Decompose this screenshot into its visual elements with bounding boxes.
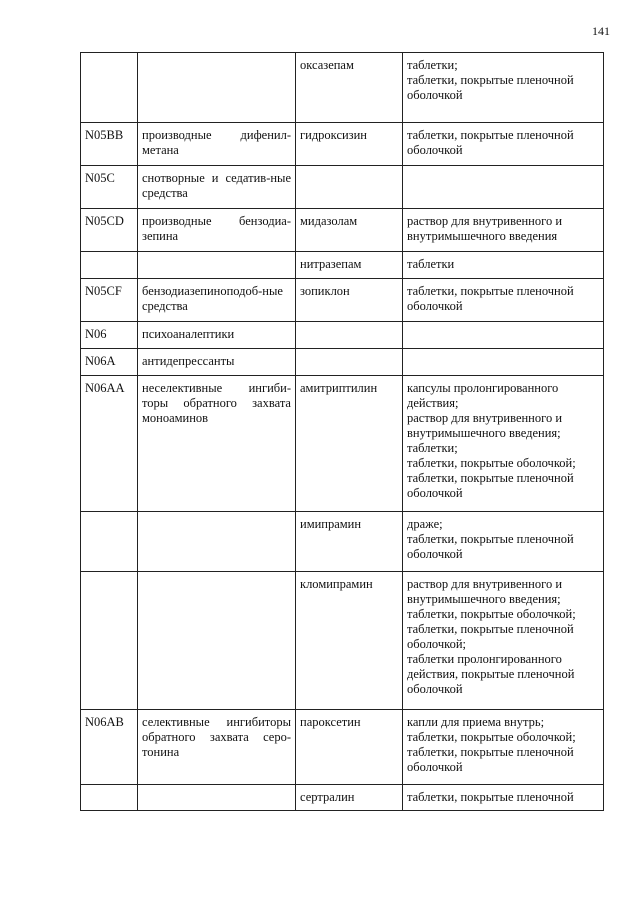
atc-code-cell [81,572,138,710]
drug-name-cell: кломипрамин [296,572,403,710]
group-name-cell [138,572,296,710]
atc-code-cell [81,53,138,123]
drug-table [80,52,604,811]
group-name-cell [138,252,296,279]
table-row [81,376,604,512]
drug-name-cell: мидазолам [296,209,403,252]
atc-code-cell [81,785,138,811]
group-name-cell: психоаналептики [138,322,296,349]
group-name-cell: бензодиазепиноподоб-ные средства [138,279,296,322]
table-row [81,53,604,123]
dosage-form-cell [403,322,604,349]
drug-name-cell: гидроксизин [296,123,403,166]
drug-name-cell: зопиклон [296,279,403,322]
dosage-form-cell: таблетки [403,252,604,279]
dosage-form-cell: таблетки, покрытые пленочной оболочкой [403,279,604,322]
drug-name-cell: сертралин [296,785,403,811]
atc-code-cell: N06AB [81,710,138,785]
table-row [81,166,604,209]
drug-name-cell [296,349,403,376]
drug-name-cell: амитриптилин [296,376,403,512]
group-name-cell: производные бензодиа-зепина [138,209,296,252]
drug-name-cell [296,166,403,209]
atc-code-cell: N05CF [81,279,138,322]
dosage-form-cell [403,166,604,209]
table-row [81,123,604,166]
atc-code-cell: N06A [81,349,138,376]
drug-name-cell: оксазепам [296,53,403,123]
group-name-cell: антидепрессанты [138,349,296,376]
dosage-form-cell: раствор для внутривенного и внутримышечного введения; таблетки, покрытые оболочкой; таблетки, покрытые пленочной оболочкой; таблетки пролонгированного действия, покрытые пленочной оболочкой [403,572,604,710]
group-name-cell [138,785,296,811]
group-name-cell: неселективные ингиби-торы обратного захвата моноаминов [138,376,296,512]
table-row [81,710,604,785]
drug-name-cell [296,322,403,349]
group-name-cell [138,512,296,572]
drug-name-cell: пароксетин [296,710,403,785]
table-row [81,209,604,252]
atc-code-cell [81,252,138,279]
group-name-cell: снотворные и седатив-ные средства [138,166,296,209]
dosage-form-cell: таблетки; таблетки, покрытые пленочной оболочкой [403,53,604,123]
dosage-form-cell: раствор для внутривенного и внутримышечного введения [403,209,604,252]
table-row [81,322,604,349]
atc-code-cell [81,512,138,572]
dosage-form-cell: драже; таблетки, покрытые пленочной оболочкой [403,512,604,572]
atc-code-cell: N06AA [81,376,138,512]
dosage-form-cell: капсулы пролонгированного действия; раствор для внутривенного и внутримышечного введения; таблетки; таблетки, покрытые оболочкой; таблетки, покрытые пленочной оболочкой [403,376,604,512]
atc-code-cell: N05BB [81,123,138,166]
dosage-form-cell: капли для приема внутрь; таблетки, покрытые оболочкой; таблетки, покрытые пленочной оболочкой [403,710,604,785]
dosage-form-cell: таблетки, покрытые пленочной [403,785,604,811]
table-row [81,512,604,572]
atc-code-cell: N06 [81,322,138,349]
page-number: 141 [592,24,610,38]
group-name-cell: селективные ингибиторы обратного захвата серо-тонина [138,710,296,785]
drug-name-cell: нитразепам [296,252,403,279]
atc-code-cell: N05CD [81,209,138,252]
atc-code-cell: N05C [81,166,138,209]
table-row [81,349,604,376]
group-name-cell: производные дифенил-метана [138,123,296,166]
table-row [81,572,604,710]
group-name-cell [138,53,296,123]
table-row [81,252,604,279]
drug-name-cell: имипрамин [296,512,403,572]
dosage-form-cell: таблетки, покрытые пленочной оболочкой [403,123,604,166]
table-row [81,785,604,811]
table-row [81,279,604,322]
dosage-form-cell [403,349,604,376]
